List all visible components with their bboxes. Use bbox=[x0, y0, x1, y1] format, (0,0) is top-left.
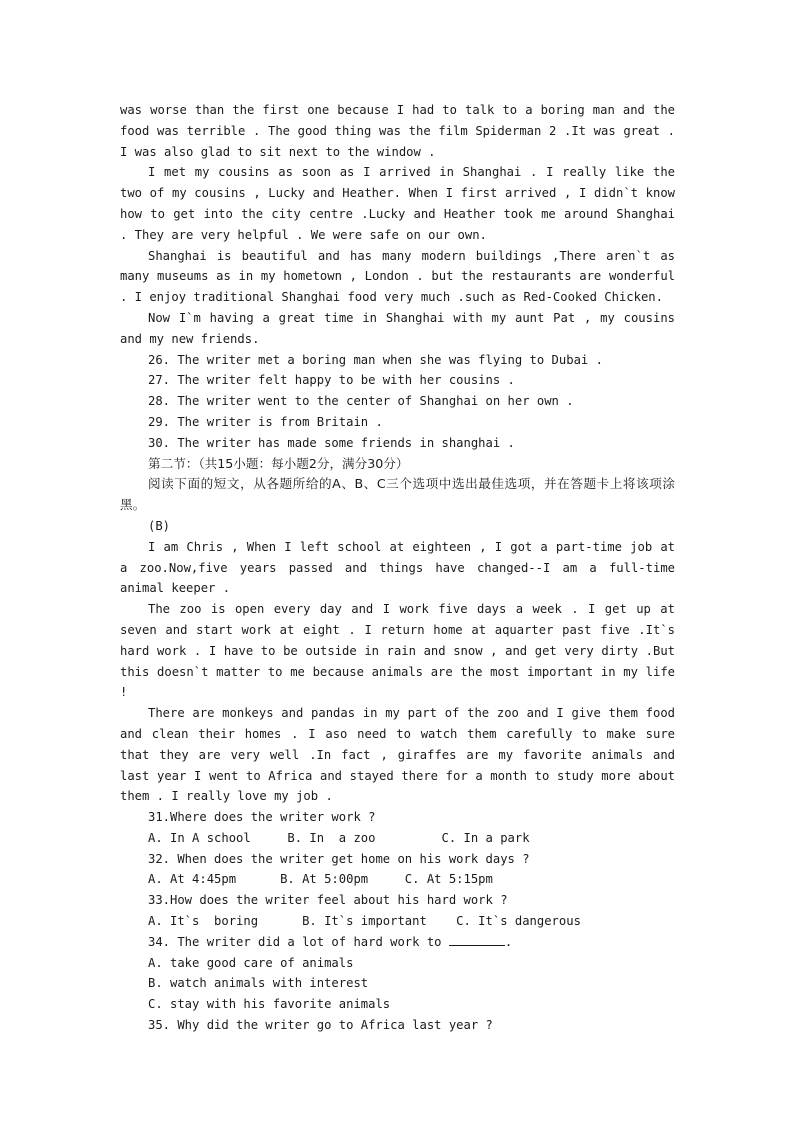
passage-b-paragraph-3: There are monkeys and pandas in my part of the zoo and I give them food and clean their homes . I aso need to watch them carefully to make sure that they are very well .In fact , giraffes are my favorite animals and last year I went to Africa and stayed there for a month to study more about them . I really love my job . bbox=[120, 706, 675, 804]
question-35-stem: 35. Why did the writer go to Africa last year ? bbox=[148, 1018, 493, 1033]
statement-28: 28. The writer went to the center of Shanghai on her own . bbox=[148, 394, 574, 409]
question-31-options: A. In A school B. In a zoo C. In a park bbox=[148, 830, 530, 845]
question-34-option-a: A. take good care of animals bbox=[148, 955, 354, 970]
passage-b-paragraph-1: I am Chris , When I left school at eighteen , I got a part-time job at a zoo.Now,five years passed and things have changed--I am a full-time animal keeper . bbox=[120, 539, 675, 596]
statement-27: 27. The writer felt happy to be with her cousins . bbox=[148, 373, 515, 388]
question-31-stem: 31.Where does the writer work ? bbox=[148, 810, 376, 825]
question-32-stem: 32. When does the writer get home on his work days ? bbox=[148, 851, 530, 866]
exam-page bbox=[120, 100, 675, 1036]
question-34-option-b: B. watch animals with interest bbox=[148, 976, 369, 991]
passage-a-paragraph-4: Now I`m having a great time in Shanghai with my aunt Pat , my cousins and my new friends. bbox=[120, 310, 675, 346]
question-32-options: A. At 4:45pm B. At 5:00pm C. At 5:15pm bbox=[148, 872, 493, 887]
passage-a-paragraph-1: was worse than the first one because I had to talk to a boring man and the food was terrible . The good thing was the film Spiderman 2 .It was great . I was also glad to sit next to the window . bbox=[120, 103, 675, 159]
question-33-options: A. It`s boring B. It`s important C. It`s dangerous bbox=[148, 914, 581, 929]
answer-blank bbox=[449, 933, 505, 946]
passage-b-paragraph-2: The zoo is open every day and I work five days a week . I get up at seven and start work at eight . I return home at aquarter past five .It`s hard work . I have to be outside in rain and snow , and get very dirty .But this doesn`t matter to me because animals are the most important in my life ! bbox=[120, 602, 675, 700]
passage-a-paragraph-2: I met my cousins as soon as I arrived in Shanghai . I really like the two of my cousins , Lucky and Heather. When I first arrived , I didn`t know how to get into the city centre .Lucky and Heather took me around Shanghai . They are very helpful . We were safe on our own. bbox=[120, 165, 675, 242]
passage-b-label: (B) bbox=[148, 518, 171, 533]
statement-29: 29. The writer is from Britain . bbox=[148, 414, 383, 429]
question-34-stem-text: 34. The writer did a lot of hard work to bbox=[148, 934, 442, 949]
question-34-stem-end: . bbox=[504, 934, 513, 949]
question-34-option-c: C. stay with his favorite animals bbox=[148, 997, 391, 1012]
statement-30: 30. The writer has made some friends in shanghai . bbox=[148, 435, 515, 450]
section-2-heading: 第二节：（共15小题：每小题2分，满分30分） bbox=[148, 455, 409, 471]
section-2-instruction: 阅读下面的短文，从各题所给的A、B、C三个选项中选出最佳选项，并在答题卡上将该项涂黑。 bbox=[120, 476, 675, 513]
statement-26: 26. The writer met a boring man when she was flying to Dubai . bbox=[148, 352, 603, 367]
question-34-stem bbox=[120, 932, 675, 953]
passage-a-paragraph-3: Shanghai is beautiful and has many modern buildings ,There aren`t as many museums as in my hometown , London . but the restaurants are wonderful . I enjoy traditional Shanghai food very much .such as Red-Cooked Chicken. bbox=[120, 248, 675, 305]
question-33-stem: 33.How does the writer feel about his hard work ? bbox=[148, 893, 508, 908]
